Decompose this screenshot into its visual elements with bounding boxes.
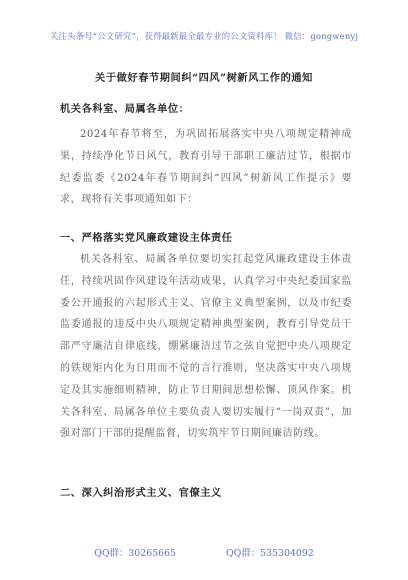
footer [0, 545, 408, 559]
top-banner: 关注头条号“公文研究”，获得最新最全最专业的公文资料库！ 微信：gongwenyj [49, 31, 359, 41]
footer-qq-group-1: QQ群：30265665 [94, 548, 177, 559]
document-title: 关于做好春节期间纠“四风”树新风工作的通知 [95, 72, 313, 84]
section-heading-1: 一、严格落实党风廉政建设主体责任 [60, 232, 233, 244]
paragraph-intro: 2024年春节将至，为巩固拓展落实中央八项规定精神成果，持续净化节日风气，教育引导干部职工廉洁过节，根据市纪委监委《2024年春节期间纠“四风”树新风工作提示》要求，现将有关事项通知如下： [60, 129, 352, 206]
section-heading-2: 二、深入纠治形式主义、官僚主义 [60, 487, 222, 499]
salutation: 机关各科室、局属各单位： [60, 103, 190, 115]
paragraph-section-1: 机关各科室、局属各单位要切实扛起党风廉政建设主体责任，持续巩固作风建设年活动成果，认真学习中央纪委国家监委公开通报的六起形式主义、官僚主义典型案例，以及市纪委监委通报的违反中央八项规定精神典型案例，教育引导党员干部严守廉洁自律底线，绷紧廉洁过节之弦自觉把中央八项规定的铁规矩内化为日用而不觉的言行准则，坚决落实中央八项规定及其实施细则精神，防止节日期间思想松懈、顶风作案。机关各科室、局属各单位主要负责人要切实履行“一岗双责”，加强对部门干部的提醒监督，切实筑牢节日期间廉洁防线。 [60, 254, 352, 440]
footer-qq-group-2: QQ群：535304092 [226, 548, 314, 559]
